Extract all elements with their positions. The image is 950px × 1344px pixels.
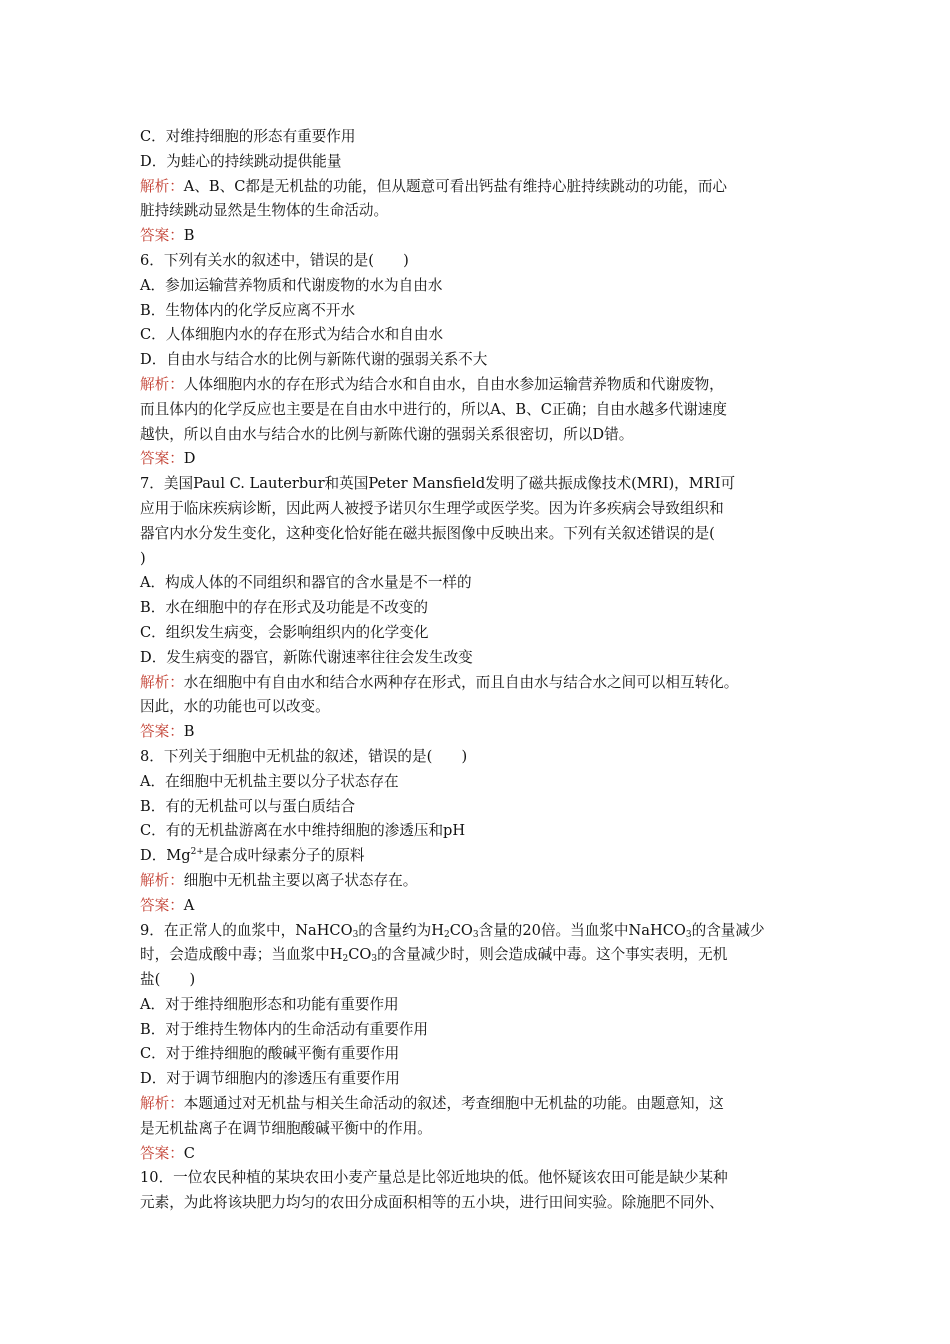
- text-line: ): [140, 549, 146, 567]
- option-line: D．自由水与结合水的比例与新陈代谢的强弱关系不大: [140, 351, 488, 369]
- text-segment: 9．在正常人的血浆中，NaHCO: [140, 921, 353, 939]
- analysis-label: 解析：: [140, 673, 184, 691]
- answer-label: 答案：: [140, 723, 184, 741]
- text-line: 而且体内的化学反应也主要是在自由水中进行的，所以A、B、C正确；自由水越多代谢速度: [140, 400, 727, 418]
- analysis-label: 解析：: [140, 177, 184, 195]
- option-line: A．参加运输营养物质和代谢废物的水为自由水: [140, 276, 443, 294]
- text-line: 器官内水分发生变化，这种变化恰好能在磁共振图像中反映出来。下列有关叙述错误的是(: [140, 524, 715, 542]
- text-line: 盐( ): [140, 971, 196, 989]
- text-line: C．对维持细胞的形态有重要作用: [140, 128, 356, 145]
- analysis-line: [140, 175, 812, 200]
- text-line: [140, 943, 812, 968]
- analysis-text: A、B、C都是无机盐的功能，但从题意可看出钙盐有维持心脏持续跳动的功能，而心: [183, 177, 728, 195]
- analysis-label: 解析：: [140, 375, 184, 393]
- subscript: 3: [371, 954, 378, 965]
- subscript: 2: [342, 954, 349, 965]
- option-line: [140, 844, 812, 869]
- text-segment: 时，会造成酸中毒；当血浆中H: [140, 946, 343, 964]
- option-line: D．发生病变的器官，新陈代谢速率往往会发生改变: [140, 648, 473, 666]
- analysis-text: 水在细胞中有自由水和结合水两种存在形式，而且自由水与结合水之间可以相互转化。: [183, 673, 739, 691]
- answer-value: A: [183, 896, 195, 914]
- answer-value: B: [183, 227, 195, 245]
- question-line: [140, 919, 812, 944]
- option-line: B．有的无机盐可以与蛋白质结合: [140, 797, 356, 815]
- text-line: 脏持续跳动显然是生物体的生命活动。: [140, 202, 389, 220]
- analysis-line: [140, 869, 812, 894]
- text-line: 是无机盐离子在调节细胞酸碱平衡中的作用。: [140, 1119, 432, 1137]
- text-segment: 的含量约为H: [358, 921, 444, 939]
- analysis-line: [140, 671, 812, 696]
- option-line: C．组织发生病变，会影响组织内的化学变化: [140, 623, 429, 641]
- option-line: B．生物体内的化学反应离不开水: [140, 301, 356, 319]
- analysis-line: [140, 373, 812, 398]
- option-line: A．构成人体的不同组织和器官的含水量是不一样的: [140, 574, 472, 592]
- question-line: 7．美国Paul C. Lauterbur和英国Peter Mansfield发明了磁共振成像技术(MRI)，MRI可: [140, 475, 736, 493]
- analysis-label: 解析：: [140, 871, 184, 889]
- analysis-label: 解析：: [140, 1095, 184, 1113]
- answer-line: [140, 1142, 812, 1167]
- answer-value: B: [183, 723, 195, 741]
- question-line: 8．下列关于细胞中无机盐的叙述，错误的是( ): [140, 747, 468, 765]
- option-line: B．水在细胞中的存在形式及功能是不改变的: [140, 599, 429, 617]
- text-segment: CO: [348, 946, 372, 964]
- option-line: B．对于维持生物体内的生命活动有重要作用: [140, 1020, 429, 1038]
- text-line: 因此，水的功能也可以改变。: [140, 698, 330, 716]
- option-text: D．Mg: [140, 847, 191, 865]
- text-segment: 含量的20倍。当血浆中NaHCO: [478, 921, 686, 939]
- answer-line: [140, 720, 812, 745]
- answer-label: 答案：: [140, 1144, 184, 1162]
- text-segment: 的含量减少时，则会造成碱中毒。这个事实表明，无机: [377, 946, 728, 964]
- answer-line: [140, 894, 812, 919]
- subscript: 3: [685, 929, 692, 940]
- answer-label: 答案：: [140, 450, 184, 468]
- option-line: C．有的无机盐游离在水中维持细胞的渗透压和pH: [140, 822, 466, 840]
- text-line: 越快，所以自由水与结合水的比例与新陈代谢的强弱关系很密切，所以D错。: [140, 425, 634, 443]
- option-line: A．在细胞中无机盐主要以分子状态存在: [140, 772, 399, 790]
- text-segment: 的含量减少: [691, 921, 765, 939]
- document-page: [140, 125, 812, 1216]
- option-line: C．人体细胞内水的存在形式为结合水和自由水: [140, 326, 444, 344]
- answer-value: C: [183, 1144, 195, 1162]
- subscript: 3: [472, 929, 479, 940]
- analysis-text: 本题通过对无机盐与相关生命活动的叙述，考查细胞中无机盐的功能。由题意知，这: [183, 1095, 724, 1113]
- superscript: 2+: [190, 847, 204, 858]
- analysis-line: [140, 1092, 812, 1117]
- answer-line: [140, 447, 812, 472]
- option-line: D．对于调节细胞内的渗透压有重要作用: [140, 1070, 400, 1088]
- option-line: C．对于维持细胞的酸碱平衡有重要作用: [140, 1045, 400, 1063]
- subscript: 3: [352, 929, 359, 940]
- answer-line: [140, 224, 812, 249]
- question-line: 6．下列有关水的叙述中，错误的是( ): [140, 251, 409, 269]
- answer-value: D: [183, 450, 196, 468]
- option-text: 是合成叶绿素分子的原料: [203, 847, 365, 865]
- text-segment: CO: [449, 921, 473, 939]
- analysis-text: 细胞中无机盐主要以离子状态存在。: [183, 871, 418, 889]
- analysis-text: 人体细胞内水的存在形式为结合水和自由水，自由水参加运输营养物质和代谢废物，: [183, 375, 724, 393]
- answer-label: 答案：: [140, 896, 184, 914]
- text-line: D．为蛙心的持续跳动提供能量: [140, 152, 342, 170]
- text-line: 元素，为此将该块肥力均匀的农田分成面积相等的五小块，进行田间实验。除施肥不同外、: [140, 1194, 724, 1212]
- option-line: A．对于维持细胞形态和功能有重要作用: [140, 995, 399, 1013]
- text-line: 应用于临床疾病诊断，因此两人被授予诺贝尔生理学或医学奖。因为许多疾病会导致组织和: [140, 499, 724, 517]
- question-line: 10．一位农民种植的某块农田小麦产量总是比邻近地块的低。他怀疑该农田可能是缺少某种: [140, 1169, 728, 1187]
- subscript: 2: [444, 929, 450, 940]
- answer-label: 答案：: [140, 227, 184, 245]
